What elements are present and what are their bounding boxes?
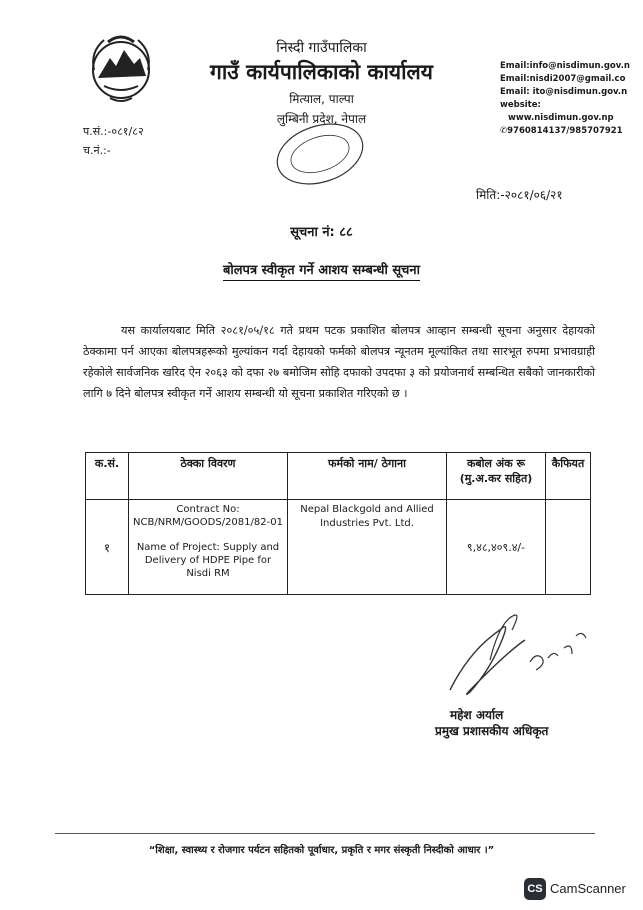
col-serial: क.सं. xyxy=(86,453,129,500)
project-name: Name of Project: Supply and Delivery of HDPE Pipe for Nisdi RM xyxy=(136,542,280,579)
cell-serial: १ xyxy=(86,500,129,595)
cell-firm: Nepal Blackgold and Allied Industries Pvt. Ltd. xyxy=(288,500,447,595)
footer-slogan: “शिक्षा, स्वास्थ्य र रोजगार पर्यटन सहितको पूर्वाधार, प्रकृति र मगर संस्कृती निस्दीको आधार ।” xyxy=(148,845,495,856)
office-address: मित्याल, पाल्पा xyxy=(289,92,354,106)
col-amount: कबोल अंक रू (मु.अ.कर सहित) xyxy=(447,453,546,500)
col-firm: फर्मको नाम/ ठेगाना xyxy=(288,453,447,500)
handwritten-signature xyxy=(430,600,590,710)
camscanner-watermark: CamScanner xyxy=(550,881,626,896)
phone-icon: ✆ xyxy=(500,126,508,136)
contract-number: Contract No: NCB/NRM/GOODS/2081/82-01 xyxy=(133,504,283,528)
subject-text: बोलपत्र स्वीकृत गर्ने आशय सम्बन्धी सूचना xyxy=(223,263,420,281)
cell-contract xyxy=(129,500,288,595)
cell-amount: ९,४८,४०९.४/- xyxy=(447,500,546,595)
notice-body xyxy=(83,320,595,404)
letter-number: प.सं.:-०८१/८२ xyxy=(83,125,144,138)
notice-number: सूचना नं: ८८ xyxy=(290,225,353,240)
email-2: Email:nisdi2007@gmail.co xyxy=(500,74,626,84)
footer-divider xyxy=(55,833,595,834)
table-header-row xyxy=(86,453,591,500)
col-contract: ठेक्का विवरण xyxy=(129,453,288,500)
office-stamp xyxy=(270,118,370,188)
email-1: Email:info@nisdimun.gov.n xyxy=(500,61,630,71)
bid-table xyxy=(85,452,591,595)
phone-number: 9760814137/985707921 xyxy=(507,126,623,136)
signatory-title: प्रमुख प्रशासकीय अधिकृत xyxy=(435,724,549,738)
body-text: यस कार्यालयबाट मिति २०८१/०५/१८ गते प्रथम पटक प्रकाशित बोलपत्र आव्हान सम्बन्धी सूचना अनुसार देहायको ठेक्कामा पर्न आएका बोलपत्रहरूको मुल्यांकन गर्दा देहायको फर्मको बोलपत्र न्यूनतम मूल्यांकित तथा सारभूत रुपमा प्रभावग्राही रहेकोले सार्वजनिक खरिद ऐन २०६३ को दफा २७ बमोजिम सोहि दफाको उपदफा ३ को प्रयोजनार्थ सम्बन्धित सबैको जानकारीको लागि ७ दिने बोलपत्र स्वीकृत गर्ने आशय सम्बन्धी यो सूचना प्रकाशित गरिएको छ । xyxy=(83,324,595,400)
website-label: website: xyxy=(500,100,541,110)
office-name: गाउँ कार्यपालिकाको कार्यालय xyxy=(210,60,433,84)
dispatch-number: च.नं.:- xyxy=(83,144,111,157)
contact-block xyxy=(500,60,643,138)
signatory-name: महेश अर्याल xyxy=(450,708,504,722)
municipality-name: निस्दी गाउँपालिका xyxy=(276,40,367,56)
col-remarks: कैफियत xyxy=(546,453,591,500)
website: www.nisdimun.gov.np xyxy=(508,113,614,123)
reference-block xyxy=(83,122,144,160)
cell-remarks xyxy=(546,500,591,595)
office-province: लुम्बिनी प्रदेश, नेपाल xyxy=(276,112,367,126)
camscanner-logo-icon: CS xyxy=(524,878,546,900)
table-row xyxy=(86,500,591,595)
issue-date: मिति:-२०८१/०६/२१ xyxy=(476,188,563,202)
notice-subject xyxy=(0,260,643,278)
email-3: Email: ito@nisdimun.gov.n xyxy=(500,87,628,97)
phone-line xyxy=(500,125,643,138)
